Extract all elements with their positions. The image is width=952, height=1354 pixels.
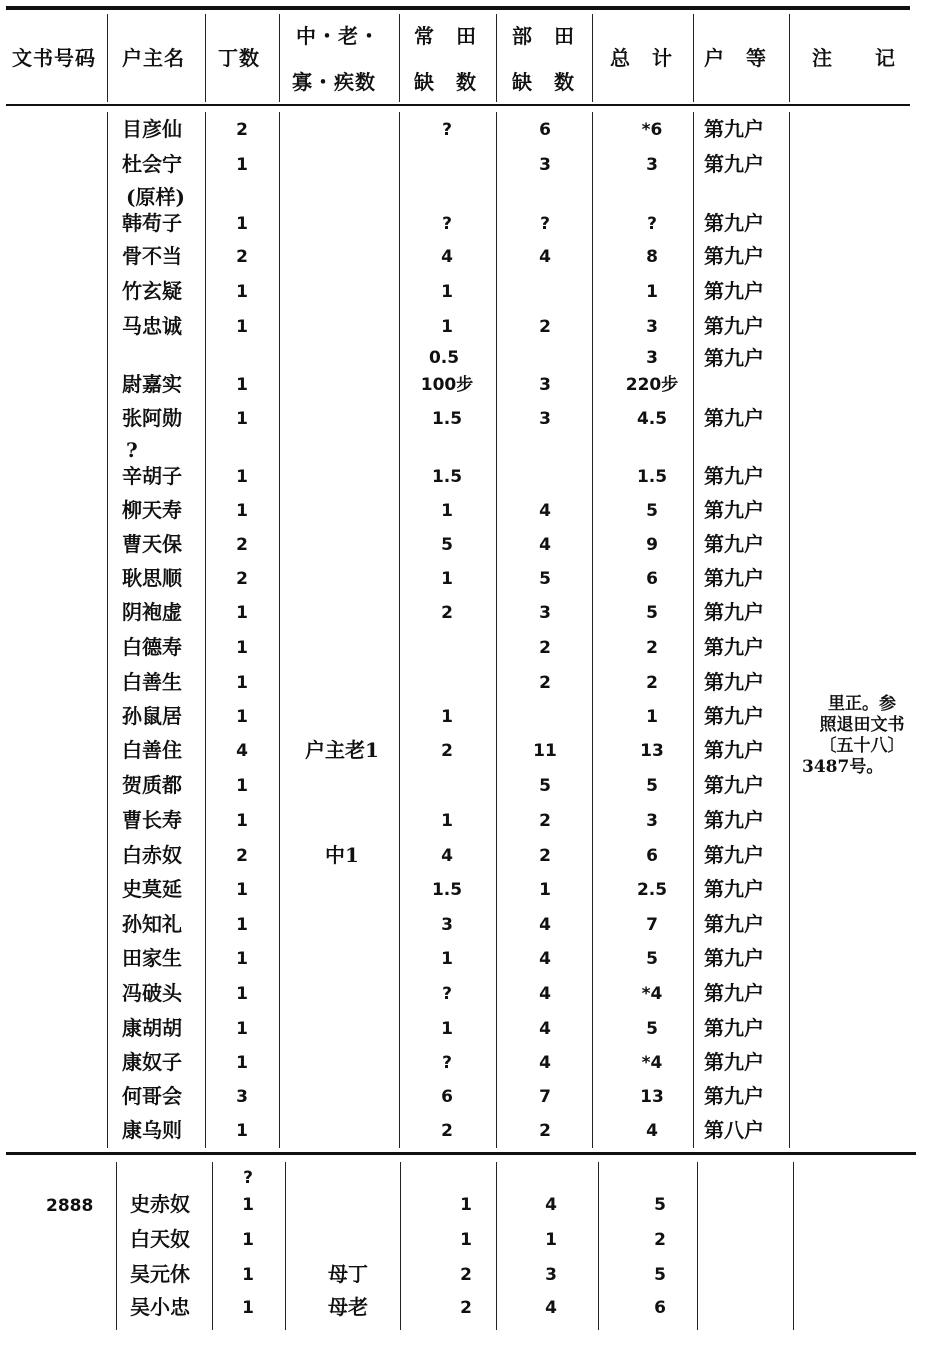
household-name: 孙知礼 [122, 912, 182, 936]
household-grade: 第九户 [704, 244, 764, 268]
bu-field-shortfall: 3 [539, 603, 551, 623]
household-grade: 第九户 [704, 1016, 764, 1040]
total: 4 [646, 1121, 658, 1141]
adults-count: 1 [242, 1265, 254, 1285]
column-line [793, 1162, 794, 1330]
household-name: 耿思顺 [122, 566, 182, 590]
total: 7 [646, 915, 658, 935]
column-line [598, 1162, 599, 1330]
adults-count: 1 [236, 811, 248, 831]
total: 3 [646, 155, 658, 175]
section2-doc-no: 2888 [46, 1196, 94, 1216]
bu-field-shortfall: 4 [539, 949, 551, 969]
household-grade: 第九户 [704, 566, 764, 590]
adults-count: 2 [236, 247, 248, 267]
household-name: 骨不当 [122, 244, 182, 268]
total: 2 [646, 673, 658, 693]
adults-count: 1 [236, 501, 248, 521]
household-grade: 第九户 [704, 464, 764, 488]
household-grade: 第九户 [704, 808, 764, 832]
household-name: 吴小忠 [130, 1295, 190, 1319]
header-grade: 户 等 [704, 46, 767, 70]
chang-field-shortfall: ? [442, 984, 452, 1004]
chang-field-shortfall: 100步 [420, 375, 474, 395]
bu-field-shortfall: 4 [539, 1053, 551, 1073]
section-rule [6, 1152, 916, 1155]
chang-field-shortfall: 2 [460, 1265, 472, 1285]
bu-field-shortfall: 5 [539, 776, 551, 796]
chang-field-shortfall: 4 [441, 247, 453, 267]
bu-field-shortfall: 11 [533, 741, 557, 761]
total: 1 [646, 707, 658, 727]
total: *4 [641, 1053, 663, 1073]
household-grade: 第九户 [704, 843, 764, 867]
bu-field-shortfall: ? [540, 214, 550, 234]
chang-field-shortfall: 1 [460, 1230, 472, 1250]
total: 5 [646, 776, 658, 796]
adults-count: 2 [236, 846, 248, 866]
household-name: 曹长寿 [122, 808, 182, 832]
column-line [285, 1162, 286, 1330]
total: 6 [654, 1298, 666, 1318]
household-name: 白赤奴 [122, 843, 182, 867]
column-line [212, 1162, 213, 1330]
adults-count: 1 [236, 915, 248, 935]
bu-field-shortfall: 3 [539, 409, 551, 429]
others-count: 中1 [325, 843, 359, 867]
total: ? [647, 214, 657, 234]
household-name: 杜会宁 [122, 152, 182, 176]
bu-field-shortfall: 3 [539, 375, 551, 395]
column-line [205, 112, 206, 1148]
adults-count: 1 [236, 282, 248, 302]
total: 6 [646, 569, 658, 589]
bu-field-shortfall: 3 [539, 155, 551, 175]
household-grade: 第九户 [704, 1084, 764, 1108]
household-name: 吴元休 [130, 1262, 190, 1286]
adults-annotation: ? [243, 1168, 253, 1188]
household-name: 康胡胡 [122, 1016, 182, 1040]
household-grade: 第九户 [704, 406, 764, 430]
header-bu-line1: 部 田 [512, 24, 575, 48]
header-note: 注 记 [812, 46, 896, 70]
note-line: 3487号。 [802, 757, 884, 777]
total: 6 [646, 846, 658, 866]
header-adults: 丁数 [218, 46, 260, 70]
household-name: 目彦仙 [122, 117, 182, 141]
adults-count: 1 [236, 603, 248, 623]
bu-field-shortfall: 1 [545, 1230, 557, 1250]
column-line [279, 112, 280, 1148]
total: 2 [646, 638, 658, 658]
total: 5 [646, 603, 658, 623]
bu-field-shortfall: 7 [539, 1087, 551, 1107]
adults-count: 1 [236, 880, 248, 900]
household-name: 贺质都 [122, 773, 182, 797]
household-grade: 第九户 [704, 1050, 764, 1074]
column-line [279, 14, 280, 102]
chang-field-shortfall: 2 [441, 603, 453, 623]
household-name: 曹天保 [122, 532, 182, 556]
header-household: 户主名 [122, 46, 185, 70]
header-chang-line1: 常 田 [414, 24, 477, 48]
chang-field-shortfall: 1 [441, 949, 453, 969]
household-name: 何哥会 [122, 1084, 182, 1108]
chang-field-shortfall: ? [442, 214, 452, 234]
chang-field-shortfall: ? [442, 120, 452, 140]
chang-field-shortfall: 1.5 [431, 880, 463, 900]
household-grade: 第九户 [704, 314, 764, 338]
total: *6 [641, 120, 663, 140]
household-grade: 第九户 [704, 600, 764, 624]
household-grade: 第八户 [704, 1118, 764, 1142]
bu-field-shortfall: 4 [539, 247, 551, 267]
bu-field-shortfall: 1 [539, 880, 551, 900]
bu-field-shortfall: 4 [539, 535, 551, 555]
chang-field-shortfall: 6 [441, 1087, 453, 1107]
total: 2.5 [636, 880, 668, 900]
chang-field-shortfall: 4 [441, 846, 453, 866]
household-name: 白德寿 [122, 635, 182, 659]
header-others-line2: 寡・疾数 [292, 70, 376, 94]
bu-field-shortfall: 2 [539, 811, 551, 831]
adults-count: 1 [236, 984, 248, 1004]
household-grade: 第九户 [704, 117, 764, 141]
household-name: 阴袍虚 [122, 600, 182, 624]
bu-field-shortfall: 4 [539, 1019, 551, 1039]
column-line [592, 112, 593, 1148]
bu-field-shortfall: 2 [539, 638, 551, 658]
household-grade: 第九户 [704, 946, 764, 970]
chang-field-shortfall: 1 [441, 317, 453, 337]
bu-field-shortfall: 2 [539, 1121, 551, 1141]
adults-count: 1 [236, 1053, 248, 1073]
chang-field-shortfall: 1 [460, 1195, 472, 1215]
total: 1.5 [636, 467, 668, 487]
bu-field-shortfall: 4 [545, 1298, 557, 1318]
chang-field-shortfall: 2 [460, 1298, 472, 1318]
chang-field-shortfall: 3 [441, 915, 453, 935]
adults-count: 3 [236, 1087, 248, 1107]
note-line: 照退田文书 [819, 715, 905, 735]
household-name: 马忠诚 [122, 314, 182, 338]
bu-field-shortfall: 2 [539, 317, 551, 337]
household-name: 孙鼠居 [122, 704, 182, 728]
others-count: 母丁 [328, 1262, 368, 1286]
total: 3 [646, 317, 658, 337]
total: 8 [646, 247, 658, 267]
household-grade: 第九户 [704, 635, 764, 659]
adults-count: 1 [236, 638, 248, 658]
adults-count: 2 [236, 535, 248, 555]
household-name: 张阿勋 [122, 406, 182, 430]
adults-count: 1 [236, 375, 248, 395]
bu-field-shortfall: 2 [539, 846, 551, 866]
adults-count: 1 [242, 1230, 254, 1250]
adults-count: 1 [236, 409, 248, 429]
household-grade: 第九户 [704, 773, 764, 797]
household-grade: 第九户 [704, 981, 764, 1005]
adults-count: 4 [236, 741, 248, 761]
adults-count: 1 [236, 467, 248, 487]
column-line [789, 14, 790, 102]
others-count: 母老 [328, 1295, 368, 1319]
total: 4.5 [636, 409, 668, 429]
chang-field-top: 0.5 [428, 348, 460, 368]
total-top: 3 [646, 348, 658, 368]
column-line [107, 14, 108, 102]
total: 3 [646, 811, 658, 831]
adults-count: 1 [236, 776, 248, 796]
bu-field-shortfall: 4 [539, 915, 551, 935]
header-rule [6, 104, 910, 106]
total: 5 [654, 1195, 666, 1215]
column-line [496, 14, 497, 102]
adults-count: 1 [236, 1121, 248, 1141]
total: 13 [640, 741, 664, 761]
household-grade: 第九户 [704, 532, 764, 556]
household-name: 史莫延 [122, 877, 182, 901]
total: *4 [641, 984, 663, 1004]
chang-field-shortfall: ? [442, 1053, 452, 1073]
household-grade: 第九户 [704, 670, 764, 694]
adults-count: 1 [236, 1019, 248, 1039]
bu-field-shortfall: 4 [539, 501, 551, 521]
chang-field-shortfall: 1.5 [431, 409, 463, 429]
household-name: 白善住 [122, 738, 182, 762]
note-line: 〔五十八〕 [819, 736, 905, 756]
header-others-line1: 中・老・ [296, 24, 380, 48]
section1-note [800, 694, 924, 778]
adults-count: 1 [242, 1298, 254, 1318]
name-annotation: (原样) [126, 185, 185, 209]
household-name: 康奴子 [122, 1050, 182, 1074]
household-name: 白天奴 [130, 1227, 190, 1251]
household-name: 韩苟子 [122, 211, 182, 235]
chang-field-shortfall: 1 [441, 1019, 453, 1039]
chang-field-shortfall: 1 [441, 569, 453, 589]
household-grade: 第九户 [704, 152, 764, 176]
household-name: 冯破头 [122, 981, 182, 1005]
chang-field-shortfall: 2 [441, 741, 453, 761]
household-name: 康乌则 [122, 1118, 182, 1142]
household-name: 史赤奴 [130, 1192, 190, 1216]
adults-count: 2 [236, 120, 248, 140]
household-name: 白善生 [122, 670, 182, 694]
household-grade: 第九户 [704, 346, 764, 370]
household-grade: 第九户 [704, 279, 764, 303]
others-count: 户主老1 [305, 738, 379, 762]
column-line [693, 14, 694, 102]
adults-count: 1 [236, 317, 248, 337]
bu-field-shortfall: 4 [539, 984, 551, 1004]
adults-count: 1 [236, 673, 248, 693]
column-line [789, 112, 790, 1148]
total: 5 [646, 949, 658, 969]
bu-field-shortfall: 6 [539, 120, 551, 140]
household-grade: 第九户 [704, 738, 764, 762]
bu-field-shortfall: 5 [539, 569, 551, 589]
household-grade: 第九户 [704, 912, 764, 936]
top-rule [6, 6, 910, 10]
total: 1 [646, 282, 658, 302]
chang-field-shortfall: 1 [441, 501, 453, 521]
column-line [205, 14, 206, 102]
household-name: 尉嘉实 [122, 372, 182, 396]
header-doc-no: 文书号码 [12, 46, 96, 70]
chang-field-shortfall: 1 [441, 707, 453, 727]
total: 5 [646, 501, 658, 521]
bu-field-shortfall: 3 [545, 1265, 557, 1285]
name-annotation: ? [126, 438, 138, 462]
household-name: 辛胡子 [122, 464, 182, 488]
household-grade: 第九户 [704, 704, 764, 728]
header-bu-line2: 缺 数 [512, 70, 575, 94]
total: 220步 [625, 375, 679, 395]
total: 13 [640, 1087, 664, 1107]
column-line [592, 14, 593, 102]
adults-count: 1 [236, 949, 248, 969]
adults-count: 1 [242, 1195, 254, 1215]
total: 5 [654, 1265, 666, 1285]
adults-count: 2 [236, 569, 248, 589]
note-line: 里正。参 [828, 694, 896, 714]
total: 2 [654, 1230, 666, 1250]
header-total: 总 计 [610, 46, 673, 70]
adults-count: 1 [236, 707, 248, 727]
total: 5 [646, 1019, 658, 1039]
column-line [399, 14, 400, 102]
chang-field-shortfall: 2 [441, 1121, 453, 1141]
household-grade: 第九户 [704, 211, 764, 235]
household-grade: 第九户 [704, 877, 764, 901]
chang-field-shortfall: 1 [441, 811, 453, 831]
column-line [116, 1162, 117, 1330]
household-name: 竹玄疑 [122, 279, 182, 303]
bu-field-shortfall: 2 [539, 673, 551, 693]
total: 9 [646, 535, 658, 555]
header-chang-line2: 缺 数 [414, 70, 477, 94]
household-grade: 第九户 [704, 498, 764, 522]
chang-field-shortfall: 5 [441, 535, 453, 555]
column-line [107, 112, 108, 1148]
adults-count: 1 [236, 155, 248, 175]
adults-count: 1 [236, 214, 248, 234]
chang-field-shortfall: 1.5 [431, 467, 463, 487]
bu-field-shortfall: 4 [545, 1195, 557, 1215]
chang-field-shortfall: 1 [441, 282, 453, 302]
household-name: 柳天寿 [122, 498, 182, 522]
household-name: 田家生 [122, 946, 182, 970]
